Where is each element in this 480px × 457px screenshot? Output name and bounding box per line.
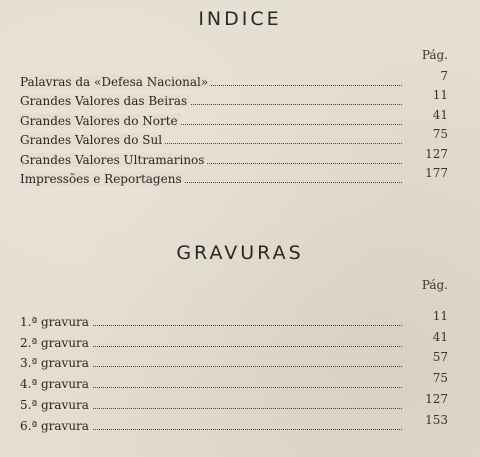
gravura-entry-page: 57 (432, 350, 448, 365)
gravuras-list (20, 309, 448, 434)
toc-entry-page: 41 (432, 107, 448, 122)
gravura-entry-label: 1.ª gravura (20, 315, 92, 329)
toc-entry-page: 127 (425, 146, 448, 161)
gravuras-page-header: Pág. (421, 278, 448, 292)
gravura-entry (20, 371, 448, 392)
toc-entry-label: Impressões e Reportagens (20, 172, 185, 186)
gravura-entry (20, 309, 448, 330)
toc-entry (20, 70, 448, 90)
toc-entry-label: Grandes Valores do Norte (20, 114, 181, 128)
gravura-entry-label: 4.ª gravura (20, 377, 92, 391)
gravura-entry-page: 75 (432, 371, 448, 386)
gravura-entry (20, 413, 448, 434)
gravura-entry-label: 6.ª gravura (20, 419, 92, 433)
toc-entry-label: Grandes Valores das Beiras (20, 94, 190, 108)
gravura-entry (20, 351, 448, 372)
gravura-entry-page: 11 (432, 308, 448, 323)
gravuras-title: GRAVURAS (176, 242, 304, 264)
gravura-entry-page: 153 (425, 412, 448, 427)
gravura-entry (20, 392, 448, 413)
gravura-entry-page: 127 (425, 391, 448, 406)
gravura-entry-page: 41 (432, 329, 448, 344)
toc-entry (20, 168, 448, 188)
indice-list (20, 70, 448, 187)
toc-entry (20, 90, 448, 110)
toc-entry-page: 177 (425, 166, 448, 180)
toc-entry (20, 148, 448, 168)
toc-entry-label: Grandes Valores do Sul (20, 133, 165, 147)
gravura-entry-label: 5.ª gravura (20, 398, 92, 412)
toc-entry-page: 11 (432, 88, 448, 102)
gravura-entry-label: 2.ª gravura (20, 336, 92, 350)
toc-entry-page: 7 (440, 68, 448, 83)
toc-entry-label: Palavras da «Defesa Nacional» (20, 75, 211, 89)
toc-entry (20, 129, 448, 149)
gravura-entry-label: 3.ª gravura (20, 356, 92, 370)
gravura-entry (20, 330, 448, 351)
toc-entry (20, 109, 448, 129)
indice-title: INDICE (198, 8, 282, 30)
toc-entry-page: 75 (432, 127, 448, 141)
indice-page-header: Pág. (421, 48, 448, 62)
toc-entry-label: Grandes Valores Ultramarinos (20, 153, 207, 167)
